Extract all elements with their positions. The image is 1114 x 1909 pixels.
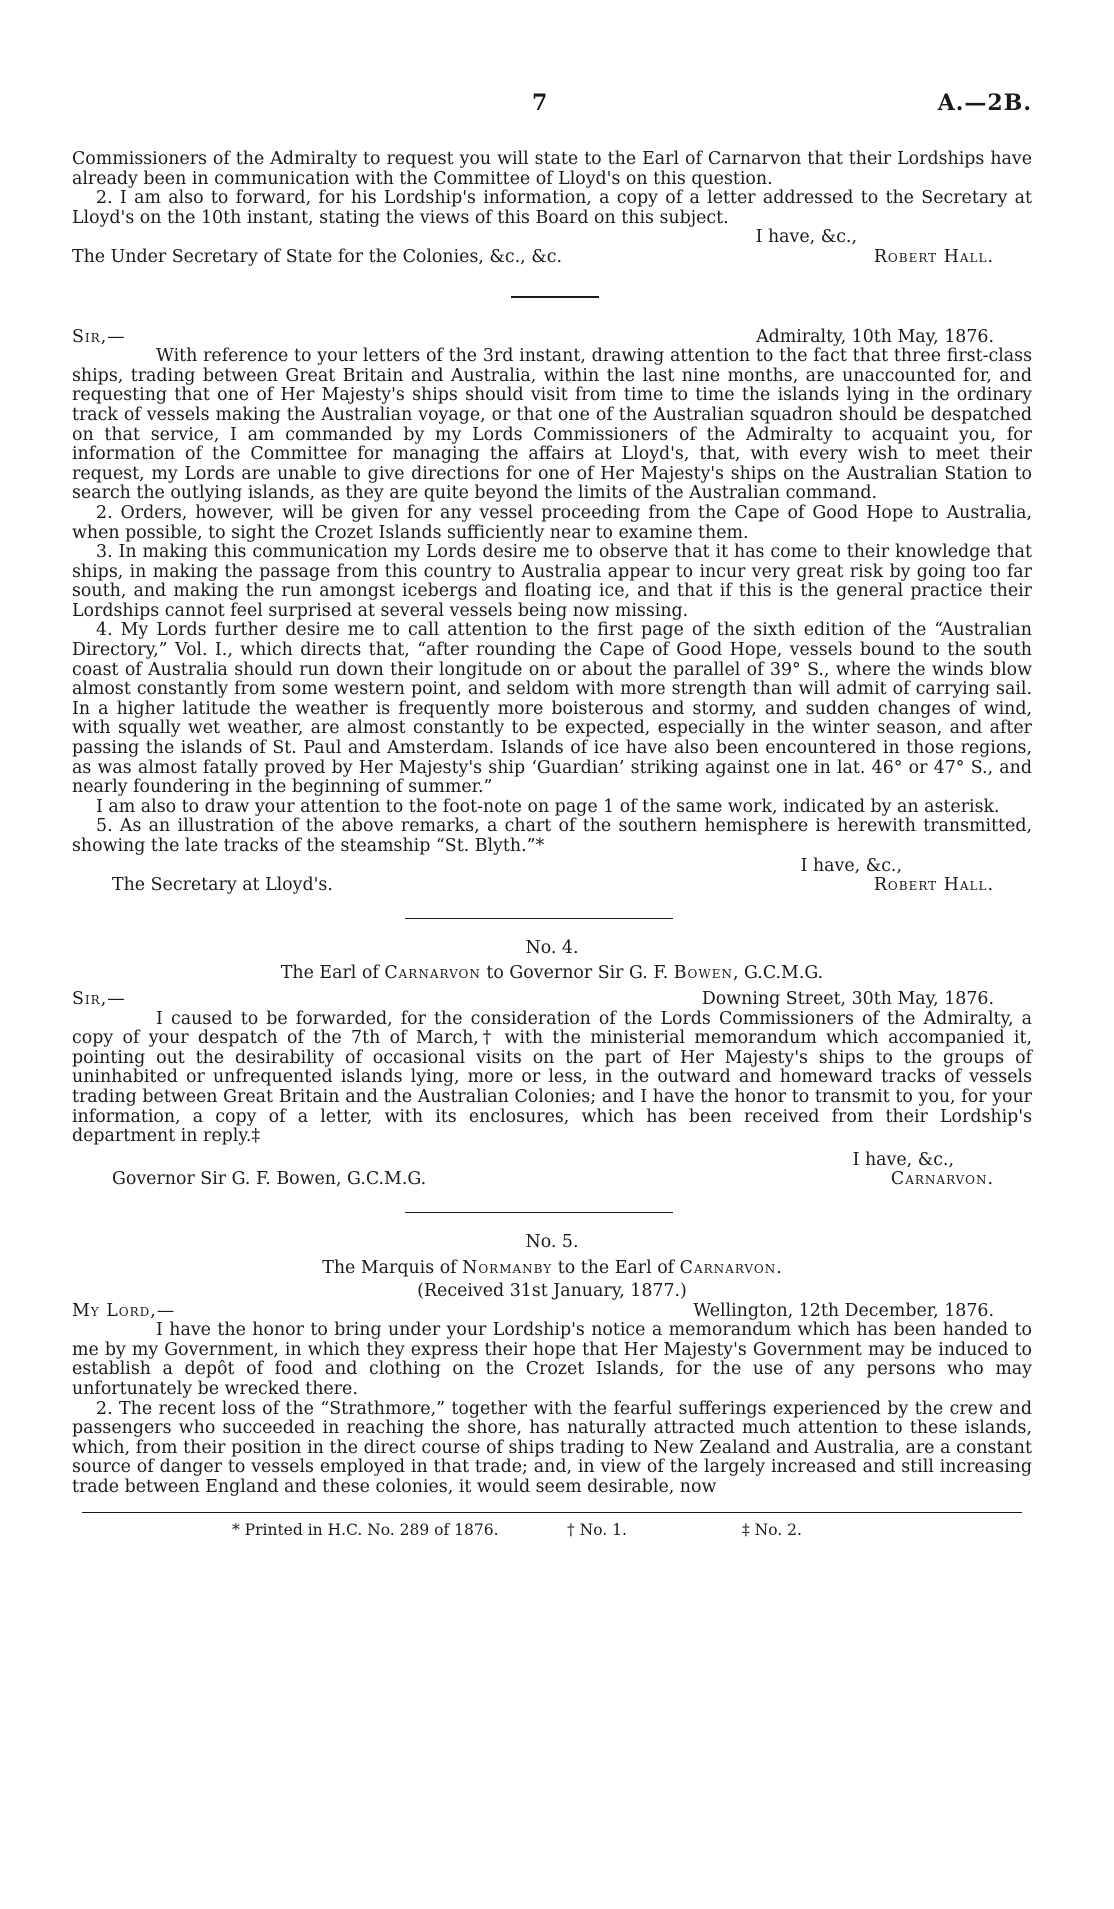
paragraph: I caused to be forwarded, for the consideration of the Lords Commissioners of the Admiralty, a copy of your despatch of the 7th of March,† with the ministerial memorandum which accompanied it, pointing out the desirability of occasional visits on the part of Her Majesty's ships to the groups of uninhabited or unfrequented islands lying, more or less, in the outward and homeward tracks of vessels trading between Great Britain and the Australian Colonies; and I have the honor to transmit to you, for your information, a copy of a letter, with its enclosures, which has been received from their Lordship's department in reply.‡ (72, 1008, 1032, 1147)
title-text: The Earl of (280, 963, 385, 984)
title-name: Bowen (673, 963, 733, 984)
letter-number: No. 4. (525, 937, 579, 958)
addressee: The Under Secretary of State for the Colonies, &c., &c. (72, 246, 562, 267)
paragraph: 2. Orders, however, will be given for any vessel proceeding from the Cape of Good Hope to Australia, when possible, to sight the Crozet Islands sufficiently near to examine them. (72, 502, 1032, 543)
signature: Carnarvon. (890, 1169, 994, 1190)
place-date: Wellington, 12th December, 1876. (693, 1300, 994, 1321)
letter-continuation (72, 150, 1032, 268)
footnote-asterisk: * Printed in H.C. No. 289 of 1876. (232, 1520, 499, 1539)
closing: I have, &c., (755, 227, 857, 248)
place-date: Downing Street, 30th May, 1876. (701, 988, 994, 1009)
footnote-dagger: † No. 1. (567, 1520, 627, 1539)
letter-title (72, 964, 1032, 984)
divider (405, 918, 673, 919)
footnote-rule (82, 1512, 1022, 1513)
page-number: 7 (532, 90, 548, 116)
letter-title (72, 1259, 1032, 1279)
title-name: Normanby (462, 1257, 553, 1278)
paragraph: 2. The recent loss of the “Strathmore,” together with the fearful sufferings experienced by the crew and passengers who succeeded in reaching the shore, has naturally attracted much attention to these islands, which, from their position in the direct course of ships trading to New Zealand and Australia, are a constant source of danger to vessels employed in that trade; and, in view of the largely increased and still increasing trade between England and these colonies, it would seem desirable, now (72, 1398, 1032, 1498)
title-text: . (776, 1257, 782, 1278)
signature: Robert Hall. (873, 246, 994, 267)
title-name: Carnarvon (679, 1257, 777, 1278)
letter-no-4 (72, 939, 1032, 1190)
place-date: Admiralty, 10th May, 1876. (756, 326, 994, 347)
signature: Robert Hall. (873, 875, 994, 896)
title-text: to the Earl of (552, 1257, 680, 1278)
salutation: Sir,— (72, 326, 126, 347)
footnote-double-dagger: ‡ No. 2. (742, 1520, 802, 1539)
paragraph: I have the honor to bring under your Lordship's notice a memorandum which has been handed to me by my Government, in which they express their hope that Her Majesty's Government may be induced to establish a depôt of food and clothing on the Crozet Islands, for the use of any persons who may unfortunately be wrecked there. (72, 1320, 1032, 1400)
page-header (72, 88, 1032, 118)
paragraph: 4. My Lords further desire me to call attention to the first page of the sixth edition of the “Australian Directory,” Vol. I., which directs that, “after rounding the Cape of Good Hope, vessels bound to the south coast of Australia should run down their longitude on or about the parallel of 39° S., where the winds blow almost constantly from some western point, and seldom with more strength than will admit of carrying sail. In a higher latitude the weather is frequently more boisterous and stormy, and sudden changes of wind, with squally wet weather, are almost constantly to be expected, especially in the winter season, and after passing the islands of St. Paul and Amsterdam. Islands of ice have also been encountered in those regions, as was almost fatally proved by Her Majesty's ship ‘Guardian’ striking against one in lat. 46° or 47° S., and nearly foundering in the beginning of summer.” (72, 620, 1032, 798)
salutation: Sir,— (72, 988, 126, 1009)
paragraph: 2. I am also to forward, for his Lordship's information, a copy of a letter addressed to the Secretary at Lloyd's on the 10th instant, stating the views of this Board on this subject. (72, 188, 1032, 228)
title-name: Carnarvon (384, 963, 481, 984)
paragraph: 5. As an illustration of the above remarks, a chart of the southern hemisphere is herewith transmitted, showing the late tracks of the steamship “St. Blyth.”* (72, 816, 1032, 856)
title-text: to Governor Sir G. F. (480, 963, 674, 984)
received-date: (Received 31st January, 1877.) (417, 1281, 687, 1302)
paragraph: With reference to your letters of the 3rd instant, drawing attention to the fact that three first-class ships, trading between Great Britain and Australia, within the last nine months, are unaccounted for, and requesting that one of Her Majesty's ships should visit from time to time the islands lying in the ordinary track of vessels making the Australian voyage, or that one of the Australian squadron should be despatched on that service, I am commanded by my Lords Commissioners of the Admiralty to acquaint you, for information of the Committee for managing the affairs at Lloyd's, that, with every wish to meet their request, my Lords are unable to give directions for one of Her Majesty's ships on the Australian Station to search the outlying islands, as they are quite beyond the limits of the Australian command. (72, 346, 1032, 504)
closing: I have, &c., (800, 855, 902, 876)
addressee: Governor Sir G. F. Bowen, G.C.M.G. (112, 1169, 427, 1190)
document-reference: A.—2B. (937, 90, 1032, 116)
letter-number: No. 5. (525, 1231, 579, 1252)
closing: I have, &c., (852, 1149, 954, 1170)
letter-admiralty (72, 328, 1032, 896)
divider (405, 1212, 673, 1213)
title-text: The Marquis of (322, 1257, 463, 1278)
page-content (72, 150, 1032, 1540)
footnotes (232, 1521, 1032, 1541)
salutation: My Lord,— (72, 1300, 176, 1321)
addressee: The Secretary at Lloyd's. (112, 875, 333, 896)
paragraph: Commissioners of the Admiralty to request you will state to the Earl of Carnarvon that their Lordships have already been in communication with the Committee of Lloyd's on this question. (72, 149, 1032, 189)
letter-no-5 (72, 1233, 1032, 1498)
paragraph: I am also to draw your attention to the foot-note on page 1 of the same work, indicated by an asterisk. (96, 796, 1000, 817)
title-text: , G.C.M.G. (732, 963, 824, 984)
divider (511, 296, 599, 298)
paragraph: 3. In making this communication my Lords desire me to observe that it has come to their knowledge that ships, in making the passage from this country to Australia appear to incur very great risk by going too far south, and making the run amongst icebergs and floating ice, and that if this is the general practice their Lordships cannot feel surprised at several vessels being now missing. (72, 542, 1032, 621)
